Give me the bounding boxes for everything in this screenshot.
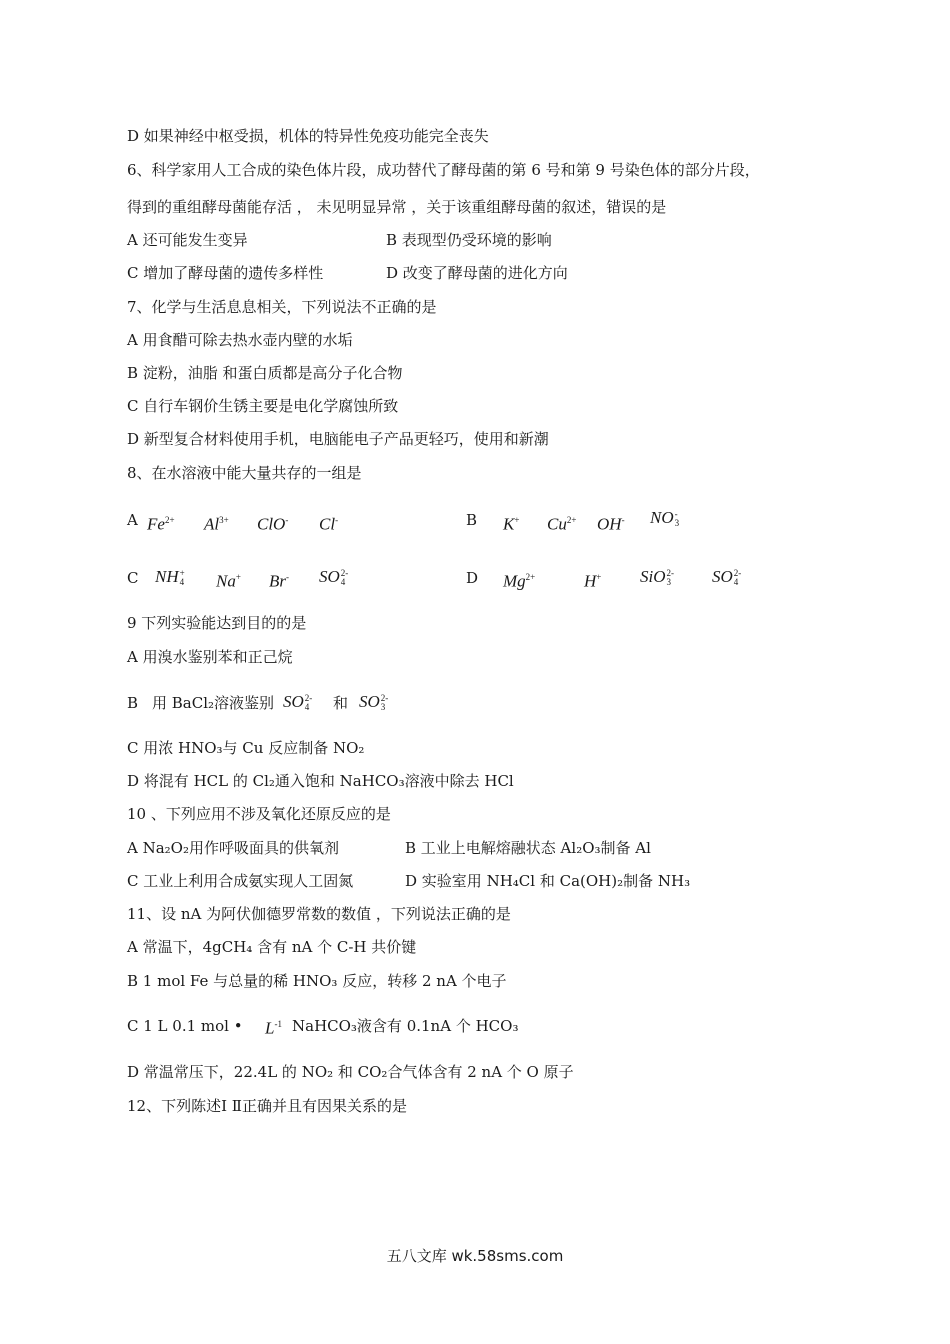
q8-a-ion-2: $Al^{3+}$ (204, 514, 229, 534)
q10-stem: 10 、下列应用不涉及氧化还原反应的是 (127, 805, 391, 823)
q8-d-ion-3: SiO 2- 3 (640, 567, 674, 588)
q7-stem: 7、化学与生活息息相关，下列说法不正确的是 (127, 298, 437, 316)
q6-option-b: B 表现型仍受环境的影响 (386, 231, 552, 249)
q11-option-c-post: NaHCO₃液含有 0.1nA 个 HCO₃ (292, 1017, 519, 1035)
q8-option-d-label: D (466, 569, 479, 587)
q8-c-ion-2: Na+ (216, 571, 241, 591)
footer-watermark: 五八文库 wk.58sms.com (386, 1247, 564, 1265)
q9-b-ion-2: SO 2- 3 (359, 692, 389, 713)
q9-option-b-label: B (127, 694, 139, 712)
q8-option-b-label: B (466, 511, 478, 529)
q11-option-c-pre: C 1 L 0.1 mol • (127, 1017, 243, 1035)
q8-b-ion-2: $Cu^{2+}$ (547, 514, 577, 534)
q8-d-ion-1: $Mg^{2+}$ (503, 571, 536, 591)
q8-a-ion-4: Cl- (319, 514, 339, 534)
q8-c-ion-3: Br- (269, 571, 289, 591)
q8-a-ion-3: ClO- (257, 514, 289, 534)
q10-option-b: B 工业上电解熔融状态 Al₂O₃制备 Al (405, 839, 651, 857)
q10-option-d: D 实验室用 NH₄Cl 和 Ca(OH)₂制备 NH₃ (405, 872, 691, 890)
q9-option-d: D 将混有 HCL 的 Cl₂通入饱和 NaHCO₃溶液中除去 HCl (127, 772, 514, 790)
q9-option-b-text: 用 BaCl₂溶液鉴别 (152, 694, 275, 712)
q8-d-ion-2: H+ (584, 571, 602, 591)
q11-option-b: B 1 mol Fe 与总量的稀 HNO₃ 反应，转移 2 nA 个电子 (127, 972, 507, 990)
q6-option-c: C 增加了酵母菌的遗传多样性 (127, 264, 324, 282)
q9-option-c: C 用浓 HNO₃与 Cu 反应制备 NO₂ (127, 739, 365, 757)
q8-c-ion-4: SO 2- 4 (319, 567, 349, 588)
q7-option-b: B 淀粉，油脂 和蛋白质都是高分子化合物 (127, 364, 403, 382)
q11-option-a: A 常温下，4gCH₄ 含有 nA 个 C-H 共价键 (127, 938, 417, 956)
q8-option-c-label: C (127, 569, 139, 587)
q9-option-b-and: 和 (333, 694, 349, 712)
q9-option-a: A 用溴水鉴别苯和正己烷 (127, 648, 293, 666)
q11-c-unit: $L^{-1}$ (265, 1018, 282, 1038)
q7-option-d: D 新型复合材料使用手机，电脑能电子产品更轻巧，使用和新潮 (127, 430, 549, 448)
q11-option-d: D 常温常压下，22.4L 的 NO₂ 和 CO₂合气体含有 2 nA 个 O 原子 (127, 1063, 574, 1081)
q5-option-d: D 如果神经中枢受损，机体的特异性免疫功能完全丧失 (127, 127, 489, 145)
q8-d-ion-4: SO 2- 4 (712, 567, 742, 588)
q8-stem: 8、在水溶液中能大量共存的一组是 (127, 464, 362, 482)
q9-stem: 9 下列实验能达到目的的是 (127, 614, 307, 632)
q7-option-a: A 用食醋可除去热水壶内壁的水垢 (127, 331, 353, 349)
q10-option-c: C 工业上利用合成氨实现人工固氮 (127, 872, 354, 890)
q10-option-a: A Na₂O₂用作呼吸面具的供氧剂 (127, 839, 339, 857)
q6-stem-line1: 6、科学家用人工合成的染色体片段，成功替代了酵母菌的第 6 号和第 9 号染色体的部分片段， (127, 161, 760, 179)
q7-option-c: C 自行车钢价生锈主要是电化学腐蚀所致 (127, 397, 399, 415)
q8-option-a-label: A (127, 511, 138, 529)
q11-stem: 11、设 nA 为阿伏伽德罗常数的数值 ，下列说法正确的是 (127, 905, 511, 923)
q8-a-ion-1: $Fe^{2+}$ (147, 514, 175, 534)
q8-b-ion-1: K+ (503, 514, 520, 534)
q6-option-d: D 改变了酵母菌的进化方向 (386, 264, 568, 282)
q6-stem-line2: 得到的重组酵母菌能存活 ， 未见明显异常 ，关于该重组酵母菌的叙述，错误的是 (127, 198, 667, 216)
q8-b-ion-4: NO - 3 (650, 508, 680, 529)
q12-stem: 12、下列陈述Ⅰ Ⅱ正确并且有因果关系的是 (127, 1097, 407, 1115)
q8-c-ion-1: NH + 4 (155, 567, 185, 588)
q9-b-ion-1: SO 2- 4 (283, 692, 313, 713)
q6-option-a: A 还可能发生变异 (127, 231, 248, 249)
q8-b-ion-3: OH- (597, 514, 625, 534)
